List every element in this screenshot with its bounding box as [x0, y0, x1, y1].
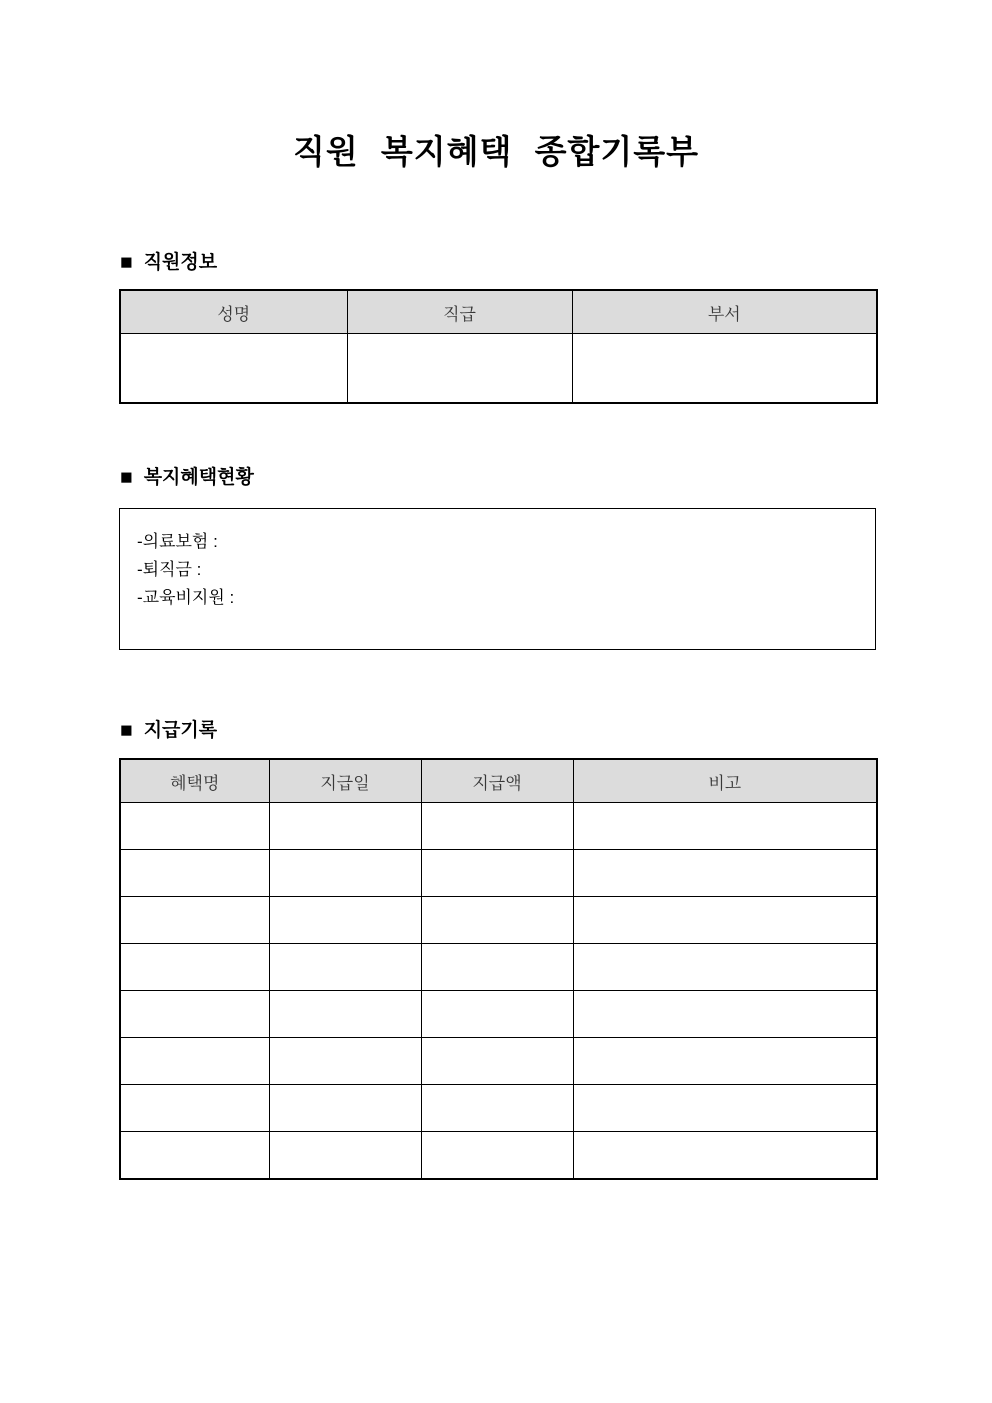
payment-record-cell[interactable] — [120, 1132, 269, 1180]
welfare-item-medical-insurance: -의료보험 : — [137, 532, 218, 551]
employee-info-cell[interactable] — [572, 334, 877, 404]
employee-info-header-row — [120, 290, 877, 334]
payment-record-cell[interactable] — [120, 850, 269, 897]
payment-record-tbody — [120, 803, 877, 1180]
section-bullet-icon: ■ — [120, 719, 133, 742]
employee-info-cell-row — [120, 334, 877, 404]
employee-info-cell[interactable] — [120, 334, 347, 404]
payment-record-cell-row — [120, 1085, 877, 1132]
payment-record-cell[interactable] — [269, 991, 421, 1038]
employee-info-cell[interactable] — [347, 334, 572, 404]
payment-record-cell[interactable] — [573, 1085, 877, 1132]
payment-record-cell[interactable] — [120, 1038, 269, 1085]
payment-record-header-row — [120, 759, 877, 803]
payment-record-cell-row — [120, 991, 877, 1038]
payment-record-cell[interactable] — [573, 803, 877, 850]
column-header-position: 직급 — [347, 290, 572, 334]
payment-record-cell-row — [120, 1132, 877, 1180]
section-header-payment-record — [120, 719, 217, 743]
payment-record-cell[interactable] — [120, 897, 269, 944]
payment-record-cell[interactable] — [573, 1038, 877, 1085]
payment-record-cell[interactable] — [120, 944, 269, 991]
section-title-payment-record: 지급기록 — [143, 720, 218, 741]
section-bullet-icon: ■ — [120, 251, 133, 274]
payment-record-cell[interactable] — [573, 944, 877, 991]
payment-record-cell[interactable] — [421, 803, 573, 850]
payment-record-cell[interactable] — [573, 1132, 877, 1180]
column-header-payment-amount: 지급액 — [421, 759, 573, 803]
payment-record-cell[interactable] — [421, 850, 573, 897]
welfare-status-box — [119, 508, 876, 650]
payment-record-cell[interactable] — [421, 1085, 573, 1132]
payment-record-cell-row — [120, 803, 877, 850]
employee-info-tbody — [120, 334, 877, 404]
payment-record-cell-row — [120, 944, 877, 991]
section-bullet-icon: ■ — [120, 466, 133, 489]
payment-record-cell[interactable] — [421, 897, 573, 944]
section-header-welfare-status — [120, 466, 254, 490]
payment-record-cell[interactable] — [120, 991, 269, 1038]
payment-record-cell[interactable] — [421, 991, 573, 1038]
payment-record-cell[interactable] — [421, 944, 573, 991]
welfare-item-retirement-pay: -퇴직금 : — [137, 560, 202, 579]
section-title-welfare-status: 복지혜택현황 — [143, 467, 254, 488]
payment-record-cell-row — [120, 850, 877, 897]
payment-record-cell[interactable] — [269, 803, 421, 850]
payment-record-cell-row — [120, 1038, 877, 1085]
payment-record-cell[interactable] — [269, 850, 421, 897]
section-header-employee-info — [120, 251, 217, 275]
payment-record-cell[interactable] — [421, 1038, 573, 1085]
payment-record-cell[interactable] — [269, 1085, 421, 1132]
payment-record-cell-row — [120, 897, 877, 944]
document-title: 직원 복지혜택 종합기록부 — [293, 133, 699, 170]
payment-record-cell[interactable] — [269, 1132, 421, 1180]
section-title-employee-info: 직원정보 — [143, 252, 218, 273]
column-header-remarks: 비고 — [573, 759, 877, 803]
column-header-payment-date: 지급일 — [269, 759, 421, 803]
employee-info-table — [119, 289, 878, 404]
welfare-item-education-support: -교육비지원 : — [137, 588, 235, 607]
payment-record-cell[interactable] — [269, 944, 421, 991]
payment-record-table — [119, 758, 878, 1180]
payment-record-cell[interactable] — [269, 1038, 421, 1085]
payment-record-cell[interactable] — [573, 897, 877, 944]
payment-record-cell[interactable] — [269, 897, 421, 944]
column-header-department: 부서 — [572, 290, 877, 334]
payment-record-cell[interactable] — [573, 850, 877, 897]
column-header-name: 성명 — [120, 290, 347, 334]
column-header-benefit-name: 혜택명 — [120, 759, 269, 803]
payment-record-cell[interactable] — [120, 803, 269, 850]
payment-record-cell[interactable] — [421, 1132, 573, 1180]
payment-record-cell[interactable] — [120, 1085, 269, 1132]
payment-record-cell[interactable] — [573, 991, 877, 1038]
